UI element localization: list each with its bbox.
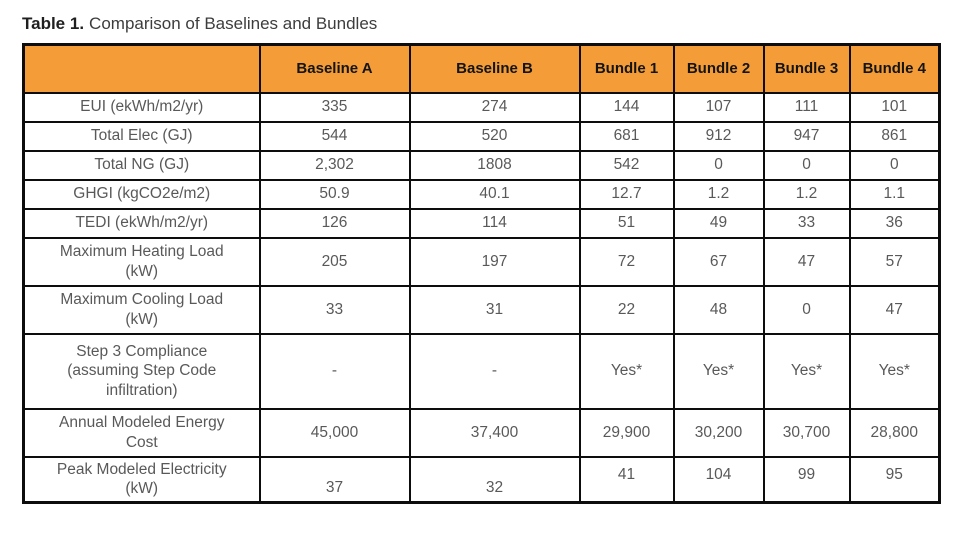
cell-value: 1.1 [850, 180, 940, 209]
row-label: Total Elec (GJ) [24, 122, 260, 151]
table-row [24, 238, 940, 286]
cell-value: 30,700 [764, 409, 850, 457]
cell-value: 542 [580, 151, 674, 180]
table-title-prefix: Table 1. [22, 14, 85, 33]
cell-value: 29,900 [580, 409, 674, 457]
header-row [24, 45, 940, 93]
cell-value: 49 [674, 209, 764, 238]
cell-value: 0 [764, 286, 850, 334]
cell-value: - [410, 334, 580, 409]
cell-value: 50.9 [260, 180, 410, 209]
cell-value: 51 [580, 209, 674, 238]
cell-value: 40.1 [410, 180, 580, 209]
cell-value: 33 [764, 209, 850, 238]
cell-value: 48 [674, 286, 764, 334]
cell-value: 47 [850, 286, 940, 334]
cell-value: 104 [674, 457, 764, 503]
corner-cell [24, 45, 260, 93]
cell-value: Yes* [850, 334, 940, 409]
cell-value: 544 [260, 122, 410, 151]
table-row [24, 151, 940, 180]
cell-value: 32 [410, 457, 580, 503]
cell-value: 36 [850, 209, 940, 238]
row-label: EUI (ekWh/m2/yr) [24, 93, 260, 122]
cell-value: 28,800 [850, 409, 940, 457]
cell-value: 520 [410, 122, 580, 151]
table-row [24, 93, 940, 122]
cell-value: 47 [764, 238, 850, 286]
cell-value: 111 [764, 93, 850, 122]
cell-value: 197 [410, 238, 580, 286]
table-title [0, 0, 960, 43]
row-label: Peak Modeled Electricity (kW) [24, 457, 260, 503]
table-row [24, 334, 940, 409]
column-header-bundle-1: Bundle 1 [580, 45, 674, 93]
cell-value: 1.2 [764, 180, 850, 209]
row-label: Annual Modeled Energy Cost [24, 409, 260, 457]
cell-value: 72 [580, 238, 674, 286]
column-header-baseline-a: Baseline A [260, 45, 410, 93]
table-title-text: Comparison of Baselines and Bundles [89, 14, 378, 33]
cell-value: 95 [850, 457, 940, 503]
cell-value: 126 [260, 209, 410, 238]
cell-value: - [260, 334, 410, 409]
cell-value: 101 [850, 93, 940, 122]
cell-value: 33 [260, 286, 410, 334]
cell-value: 2,302 [260, 151, 410, 180]
table-row [24, 180, 940, 209]
cell-value: 274 [410, 93, 580, 122]
cell-value: 0 [674, 151, 764, 180]
column-header-bundle-4: Bundle 4 [850, 45, 940, 93]
cell-value: 45,000 [260, 409, 410, 457]
cell-value: 12.7 [580, 180, 674, 209]
cell-value: 37,400 [410, 409, 580, 457]
column-header-bundle-3: Bundle 3 [764, 45, 850, 93]
cell-value: 205 [260, 238, 410, 286]
cell-value: 41 [580, 457, 674, 503]
row-label: TEDI (ekWh/m2/yr) [24, 209, 260, 238]
cell-value: 31 [410, 286, 580, 334]
column-header-baseline-b: Baseline B [410, 45, 580, 93]
cell-value: 1808 [410, 151, 580, 180]
row-label: GHGI (kgCO2e/m2) [24, 180, 260, 209]
row-label: Maximum Cooling Load (kW) [24, 286, 260, 334]
cell-value: 335 [260, 93, 410, 122]
table-row [24, 209, 940, 238]
cell-value: Yes* [580, 334, 674, 409]
cell-value: 861 [850, 122, 940, 151]
cell-value: 99 [764, 457, 850, 503]
cell-value: 681 [580, 122, 674, 151]
table-row [24, 122, 940, 151]
cell-value: 0 [850, 151, 940, 180]
row-label: Step 3 Compliance (assuming Step Code infiltration) [24, 334, 260, 409]
cell-value: 144 [580, 93, 674, 122]
cell-value: 22 [580, 286, 674, 334]
row-label: Total NG (GJ) [24, 151, 260, 180]
cell-value: 30,200 [674, 409, 764, 457]
table-row [24, 457, 940, 503]
cell-value: 67 [674, 238, 764, 286]
cell-value: Yes* [674, 334, 764, 409]
comparison-table [22, 43, 941, 504]
cell-value: 107 [674, 93, 764, 122]
table-row [24, 409, 940, 457]
cell-value: Yes* [764, 334, 850, 409]
cell-value: 1.2 [674, 180, 764, 209]
cell-value: 0 [764, 151, 850, 180]
column-header-bundle-2: Bundle 2 [674, 45, 764, 93]
cell-value: 57 [850, 238, 940, 286]
cell-value: 114 [410, 209, 580, 238]
cell-value: 947 [764, 122, 850, 151]
cell-value: 912 [674, 122, 764, 151]
cell-value: 37 [260, 457, 410, 503]
row-label: Maximum Heating Load (kW) [24, 238, 260, 286]
table-row [24, 286, 940, 334]
